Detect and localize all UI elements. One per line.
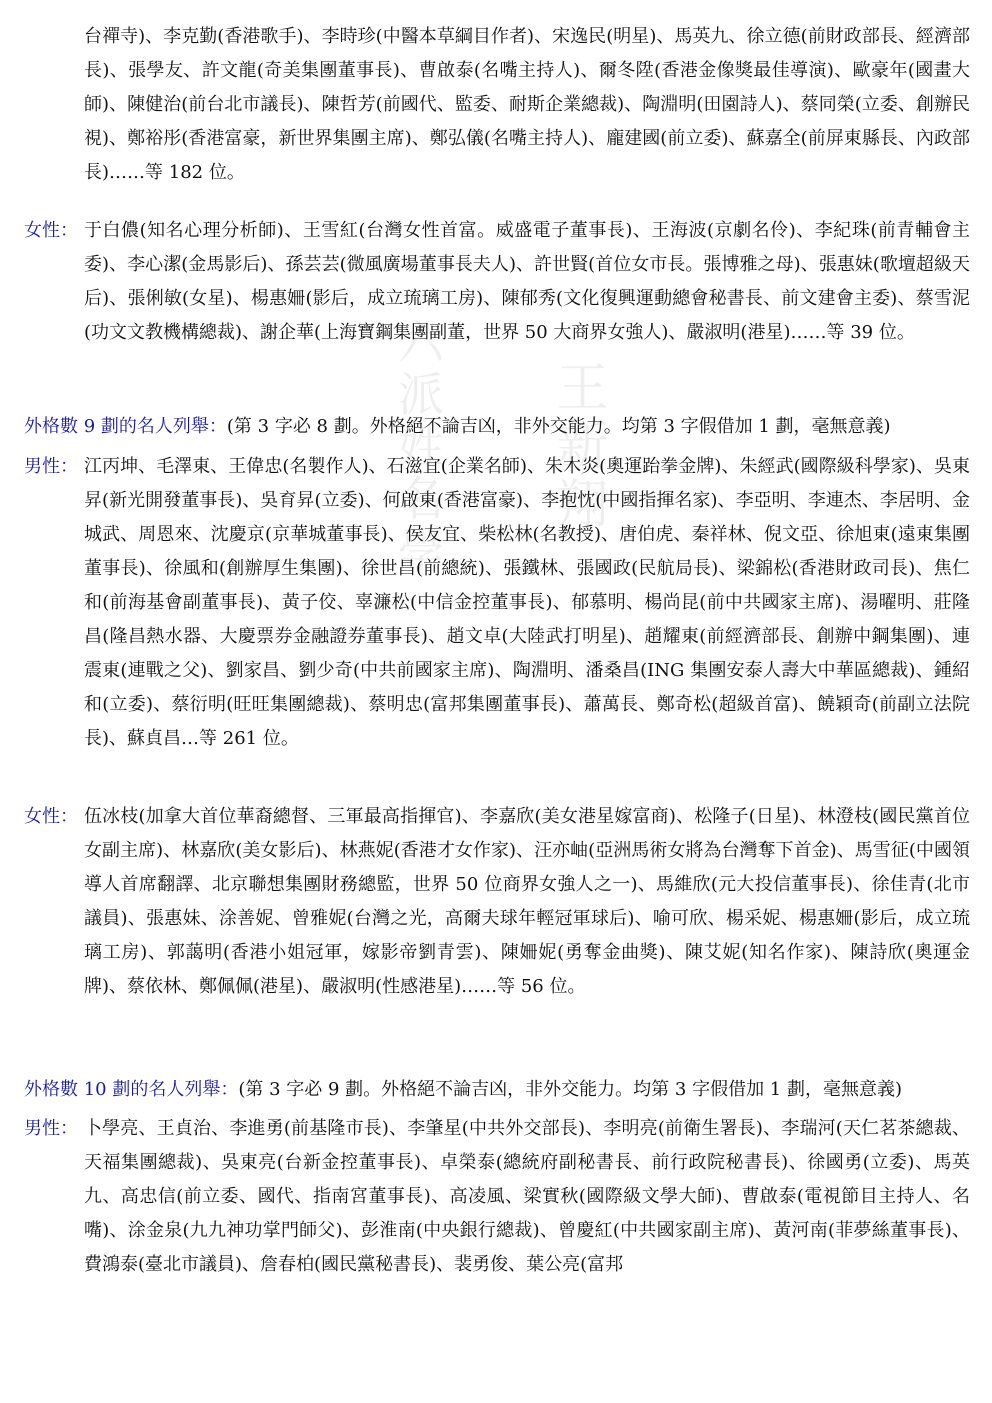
heading-10-title: 外格數 10 劃的名人列舉： (24, 1079, 239, 1100)
male-list-9 (24, 450, 970, 756)
female-label: 女性： (24, 806, 78, 827)
male-list-8-continued (24, 20, 970, 190)
male-label: 男性： (24, 456, 78, 477)
heading-outer-9 (24, 410, 970, 444)
heading-9-note: (第 3 字必 8 劃。外格絕不論吉凶，非外交能力。均第 3 字假借加 1 劃，毫無意義) (226, 416, 891, 437)
female-label: 女性： (24, 220, 78, 241)
male-label: 男性： (24, 1118, 78, 1139)
heading-9-title: 外格數 9 劃的名人列舉： (24, 416, 227, 437)
male-list-9-text: 江丙坤、毛澤東、王偉忠(名製作人)、石滋宜(企業名師)、朱木炎(奧運跆拳金牌)、朱經武(國際級科學家)、吳東昇(新光開發董事長)、吳育昇(立委)、何啟東(香港富豪)、李抱忱(中國指揮名家)、李亞明、李連杰、李居明、金城武、周恩來、沈慶京(京華城董事長)、侯友宜、柴松林(名教授)、唐伯虎、秦祥林、倪文亞、徐旭東(遠東集團董事長)、徐風和(創辦厚生集團)、徐世昌(前總統)、張鐵林、張國政(民航局長)、梁錦松(香港財政司長)、焦仁和(前海基會副董事長)、黃子佼、辜濂松(中信金控董事長)、郁慕明、楊尚昆(前中共國家主席)、湯曜明、莊隆昌(隆昌熱水器、大慶票券金融證券董事長)、趙文卓(大陸武打明星)、趙耀東(前經濟部長、創辦中鋼集團)、連震東(連戰之父)、劉家昌、劉少奇(中共前國家主席)、陶淵明、潘桑昌(ING 集團安泰人壽大中華區總裁)、鍾紹和(立委)、蔡衍明(旺旺集團總裁)、蔡明忠(富邦集團董事長)、蕭萬長、鄭奇松(超級首富)、饒穎奇(前副立法院長)、蘇貞昌…等 261 位。 (84, 456, 970, 749)
female-list-8 (24, 214, 970, 350)
female-list-9 (24, 800, 970, 1004)
watermark-column-2: 王新翔 (547, 360, 607, 534)
male-list-10-text: 卜學亮、王貞治、李進勇(前基隆市長)、李肇星(中共外交部長)、李明亮(前衛生署長)、李瑞河(天仁茗茶總裁、天福集團總裁)、吳東亮(台新金控董事長)、卓榮泰(總統府副秘書長、前行政院秘書長)、徐國勇(立委)、馬英九、高忠信(前立委、國代、指南宮董事長)、高凌風、梁實秋(國際級文學大師)、曹啟泰(電視節目主持人、名嘴)、涂金泉(九九神功掌門師父)、彭淮南(中央銀行總裁)、曾慶紅(中共國家副主席)、黃河南(菲夢絲董事長)、費鴻泰(臺北市議員)、詹春柏(國民黨秘書長)、裴勇俊、葉公亮(富邦 (84, 1118, 970, 1275)
female-list-8-text: 于白儂(知名心理分析師)、王雪紅(台灣女性首富。威盛電子董事長)、王海波(京劇名伶)、李紀珠(前青輔會主委)、李心潔(金馬影后)、孫芸芸(微風廣場董事長夫人)、許世賢(首位女市長。張博雅之母)、張惠妹(歌壇超級天后)、張俐敏(女星)、楊惠姍(影后，成立琉璃工房)、陳郁秀(文化復興運動總會秘書長、前文建會主委)、蔡雪泥(功文文教機構總裁)、謝企華(上海寶鋼集團副董，世界 50 大商界女強人)、嚴淑明(港星)……等 39 位。 (84, 220, 970, 343)
heading-10-note: (第 3 字必 9 劃。外格絕不論吉凶，非外交能力。均第 3 字假借加 1 劃，毫無意義) (238, 1079, 902, 1100)
female-list-9-text: 伍冰枝(加拿大首位華裔總督、三軍最高指揮官)、李嘉欣(美女港星嫁富商)、松隆子(日星)、林澄枝(國民黨首位女副主席)、林嘉欣(美女影后)、林燕妮(香港才女作家)、汪亦岫(亞洲馬術女將為台灣奪下首金)、馬雪征(中國領導人首席翻譯、北京聯想集團財務總監，世界 50 位商界女強人之一)、馬維欣(元大投信董事長)、徐佳青(北市議員)、張惠妹、涂善妮、曾雅妮(台灣之光，高爾夫球年輕冠軍球后)、喻可欣、楊采妮、楊惠姍(影后，成立琉璃工房)、郭藹明(香港小姐冠軍，嫁影帝劉青雲)、陳姍妮(勇奪金曲獎)、陳艾妮(知名作家)、陳詩欣(奧運金牌)、蔡依林、鄭佩佩(港星)、嚴淑明(性感港星)……等 56 位。 (84, 806, 970, 997)
male-list-10 (24, 1112, 970, 1282)
heading-outer-10 (24, 1073, 970, 1107)
watermark-column-1: 六派姓名學 (391, 318, 445, 578)
male-list-8-text: 台禪寺)、李克勤(香港歌手)、李時珍(中醫本草綱目作者)、宋逸民(明星)、馬英九、徐立德(前財政部長、經濟部長)、張學友、許文龍(奇美集團董事長)、曹啟泰(名嘴主持人)、爾冬陞(香港金像獎最佳導演)、歐豪年(國畫大師)、陳健治(前台北市議長)、陳哲芳(前國代、監委、耐斯企業總裁)、陶淵明(田園詩人)、蔡同榮(立委、創辦民視)、鄭裕彤(香港富豪，新世界集團主席)、鄭弘儀(名嘴主持人)、龐建國(前立委)、蘇嘉全(前屏東縣長、內政部長)……等 182 位。 (84, 26, 970, 183)
